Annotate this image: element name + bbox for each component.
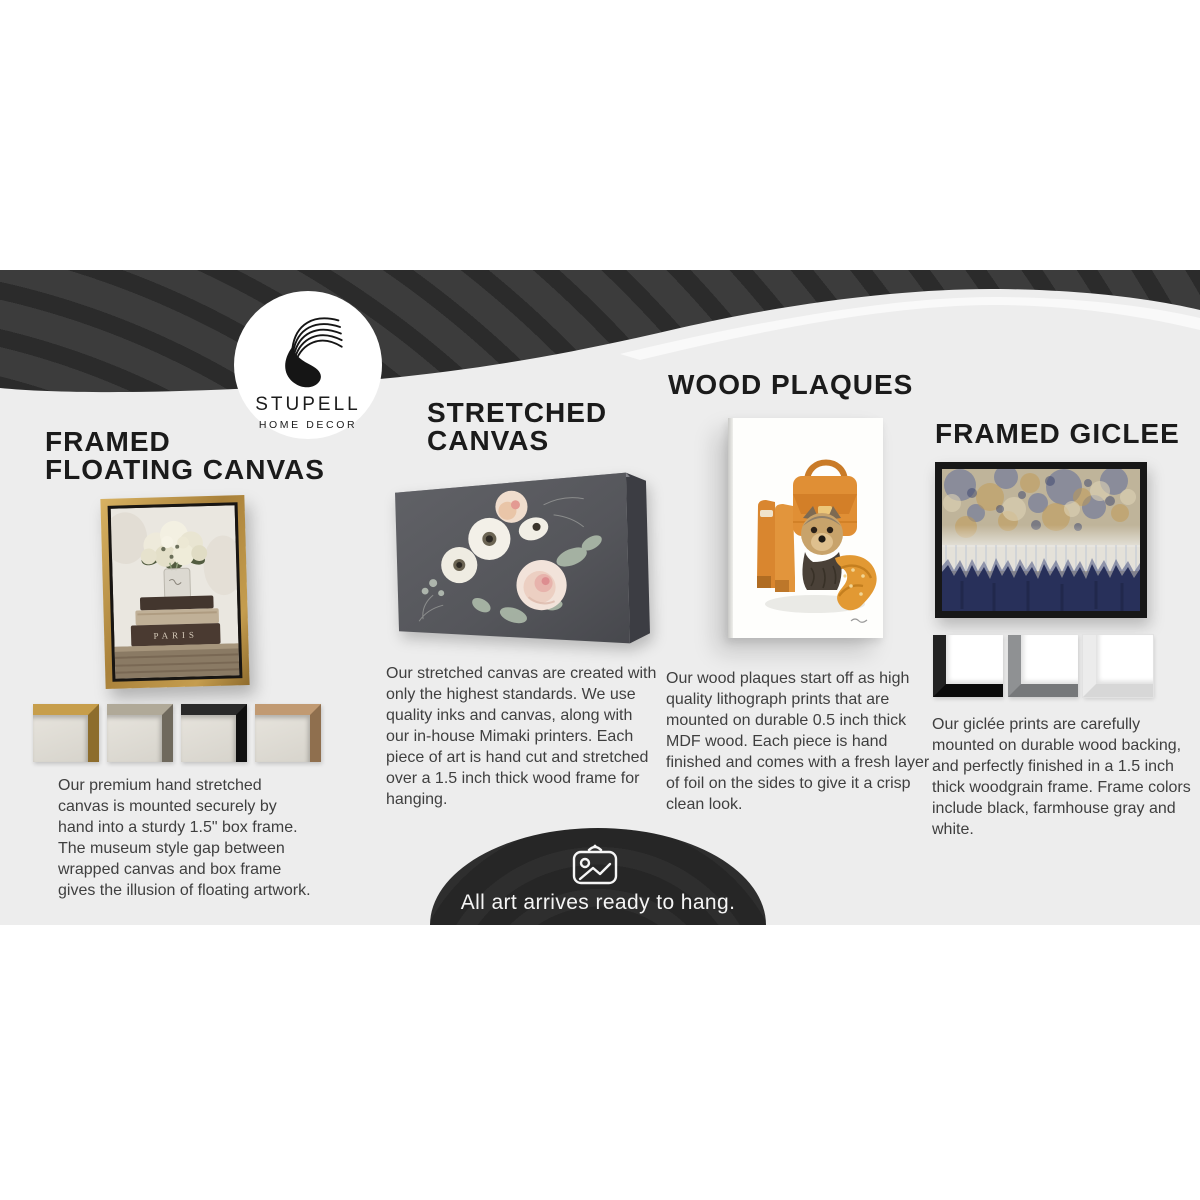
footer-message: All art arrives ready to hang.	[460, 891, 736, 914]
title-line: FRAMED GICLEE	[935, 418, 1180, 449]
yorkie-fashion-art	[733, 418, 883, 638]
brand-tagline: HOME DECOR	[258, 419, 358, 431]
title-line: FRAMED	[45, 426, 171, 457]
frame-sample-champagne-silver	[107, 704, 173, 762]
section-title-framed-floating-canvas	[45, 428, 345, 484]
section-description-stretched-canvas: Our stretched canvas are created with only the highest standards. We use quality inks and canvas, along with our in-house Mimaki printers. Each piece of art is hand cut and stretched over a 1.5 inch thick wood frame for hanging.	[386, 665, 657, 808]
frame-sample-natural-tan	[255, 704, 321, 762]
frame-sample-black	[181, 704, 247, 762]
frame-sample-farmhouse-gray	[1008, 635, 1078, 697]
product-image-framed-floating-canvas	[100, 495, 249, 689]
section-title-stretched-canvas	[427, 399, 657, 455]
brand-swirl-icon	[271, 308, 345, 392]
brand-logo	[234, 302, 382, 431]
product-image-framed-giclee	[935, 462, 1147, 618]
floral-paris-books-art	[111, 505, 240, 678]
product-image-wood-plaque	[728, 418, 883, 638]
product-image-stretched-canvas	[393, 463, 656, 653]
section-description-wood-plaques: Our wood plaques start off as high quality lithograph prints that are mounted on durable 0.5 inch thick MDF wood. Each piece is hand finished and comes with a fresh layer of foil on the sides to give it a crisp clean look.	[666, 670, 930, 813]
brand-name: STUPELL	[255, 394, 361, 415]
frame-color-samples-giclee	[933, 635, 1153, 697]
section-description-framed-giclee: Our giclée prints are carefully mounted on durable wood backing, and perfectly finished in a 1.5 inch thick woodgrain frame. Frame colors include black, farmhouse gray and white.	[932, 716, 1191, 838]
frame-sample-black	[933, 635, 1003, 697]
title-line: CANVAS	[427, 425, 550, 456]
floating-gap	[108, 502, 243, 682]
section-description-framed-floating-canvas: Our premium hand stretched canvas is mounted securely by hand into a sturdy 1.5" box frame. The museum style gap between wrapped canvas and box frame gives the illusion of floating artwork.	[58, 777, 311, 899]
section-title-wood-plaques	[668, 371, 948, 399]
abstract-blue-gold-art	[942, 469, 1140, 611]
title-line: WOOD PLAQUES	[668, 369, 914, 400]
book-title: PARIS	[153, 629, 198, 641]
frame-sample-gold	[33, 704, 99, 762]
dark-floral-canvas-art	[393, 463, 656, 653]
title-line: FLOATING CANVAS	[45, 454, 325, 485]
frame-sample-white	[1083, 635, 1153, 697]
frame-color-samples-floating	[33, 704, 321, 762]
title-line: STRETCHED	[427, 397, 608, 428]
framed-picture-icon	[571, 843, 619, 887]
section-title-framed-giclee	[935, 420, 1200, 448]
